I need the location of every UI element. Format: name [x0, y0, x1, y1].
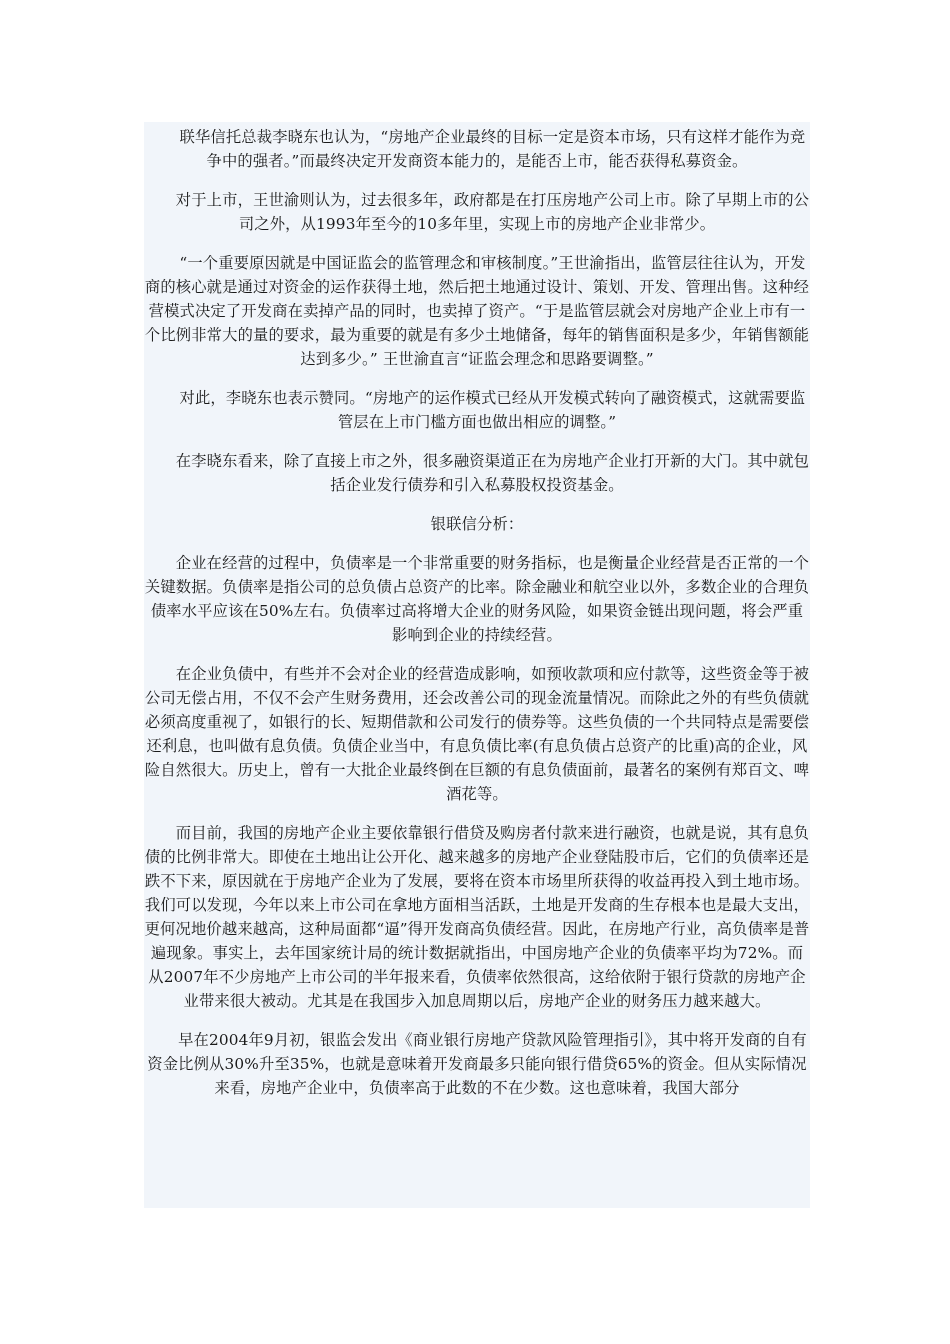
- paragraph-interest-bearing-debt: 在企业负债中，有些并不会对企业的经营造成影响，如预收款项和应付款等，这些资金等于被公司无偿占用，不仅不会产生财务费用，还会改善公司的现金流量情况。而除此之外的有些负债就必须高度重视了，如银行的长、短期借款和公司发行的债券等。这些负债的一个共同特点是需要偿还利息，也叫做有息负债。负债企业当中，有息负债比率(有息负债占总资产的比重)高的企业，风险自然很大。历史上，曾有一大批企业最终倒在巨额的有息负债面前，最著名的案例有郑百文、啤酒花等。: [144, 665, 810, 803]
- paragraph-regulatory-reason: “一个重要原因就是中国证监会的监管理念和审核制度。”王世渝指出，监管层往往认为，开发商的核心就是通过对资金的运作获得土地，然后把土地通过设计、策划、开发、管理出售。这种经营模式决定了开发商在卖掉产品的同时，也卖掉了资产。“于是监管层就会对房地产企业上市有一个比例非常大的量的要求，最为重要的就是有多少土地储备，每年的销售面积是多少，年销售额能达到多少。” 王世渝直言“证监会理念和思路要调整。”: [144, 254, 810, 368]
- paragraph-debt-ratio: 企业在经营的过程中，负债率是一个非常重要的财务指标，也是衡量企业经营是否正常的一个关键数据。负债率是指公司的总负债占总资产的比率。除金融业和航空业以外，多数企业的合理负债率水平应该在50%左右。负债率过高将增大企业的财务风险，如果资金链出现问题，将会严重影响到企业的持续经营。: [144, 554, 810, 644]
- paragraph-2004-guideline: 早在2004年9月初，银监会发出《商业银行房地产贷款风险管理指引》，其中将开发商的自有资金比例从30%升至35%，也就是意味着开发商最多只能向银行借贷65%的资金。但从实际情况来看，房地产企业中，负债率高于此数的不在少数。这也意味着，我国大部分: [147, 1031, 807, 1097]
- paragraph-li-xiaodong-agrees: 对此，李晓东也表示赞同。“房地产的运作模式已经从开发模式转向了融资模式，这就需要监管层在上市门槛方面也做出相应的调整。”: [148, 389, 806, 431]
- paragraph-li-xiaodong-view: 联华信托总裁李晓东也认为，“房地产企业最终的目标一定是资本市场，只有这样才能作为竞争中的强者。”而最终决定开发商资本能力的，是能否上市，能否获得私募资金。: [148, 128, 806, 170]
- section-heading-analysis: 银联信分析：: [430, 515, 524, 533]
- paragraph-wang-shiyu-listing: 对于上市，王世渝则认为，过去很多年，政府都是在打压房地产公司上市。除了早期上市的公司之外，从1993年至今的10多年里，实现上市的房地产企业非常少。: [144, 191, 810, 233]
- paragraph-financing-channels: 在李晓东看来，除了直接上市之外，很多融资渠道正在为房地产企业打开新的大门。其中就包括企业发行债券和引入私募股权投资基金。: [144, 452, 810, 494]
- paragraph-current-financing: 而目前，我国的房地产企业主要依靠银行借贷及购房者付款来进行融资，也就是说，其有息负债的比例非常大。即使在土地出让公开化、越来越多的房地产企业登陆股市后，它们的负债率还是跌不下来，原因就在于房地产企业为了发展，要将在资本市场里所获得的收益再投入到土地市场。我们可以发现，今年以来上市公司在拿地方面相当活跃，土地是开发商的生存根本也是最大支出，更何况地价越来越高，这种局面都“逼”得开发商高负债经营。因此，在房地产行业，高负债率是普遍现象。事实上，去年国家统计局的统计数据就指出，中国房地产企业的负债率平均为72%。而从2007年不少房地产上市公司的半年报来看，负债率依然很高，这给依附于银行贷款的房地产企业带来很大被动。尤其是在我国步入加息周期以后，房地产企业的财务压力越来越大。: [144, 824, 810, 1010]
- article-body: [144, 122, 810, 1208]
